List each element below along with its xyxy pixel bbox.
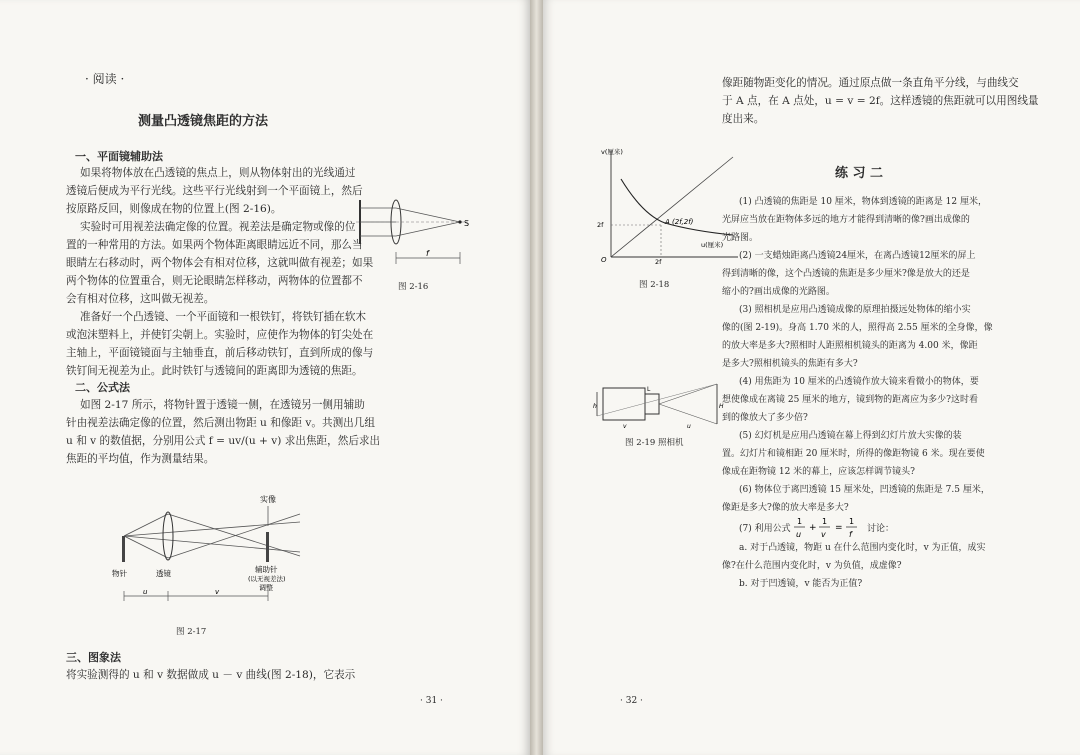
formula-den-u: u (796, 530, 802, 539)
figure-2-17 (110, 492, 320, 610)
figure-2-16-caption: 图 2-16 (398, 282, 429, 292)
paragraph-line: u 和 v 的数值据，分别用公式 f = uv/(u + v) 求出焦距，然后求出 (66, 435, 381, 447)
section-heading-1: 一、平面镜辅助法 (75, 150, 163, 163)
page-number: · 31 · (420, 696, 443, 706)
exercise-line: 是多大?照相机镜头的焦距有多大? (722, 359, 858, 369)
label-object-pin: 物针 (112, 569, 127, 578)
x-tick-2f: 2f (655, 258, 662, 266)
x-axis-label: u(厘米) (701, 241, 724, 249)
paragraph-line: 主轴上，平面镜镜面与主轴垂直，前后移动铁钉，直到所成的像与 (66, 347, 374, 359)
label-u: u (687, 423, 691, 430)
paragraph-line: 针由视差法确定像的位置，然后测出物距 u 和像距 v。共测出几组 (66, 417, 375, 429)
exercise-line: 像距是多大?像的放大率是多大? (722, 503, 849, 513)
formula-num-3: 1 (849, 517, 855, 526)
paragraph-line: 眼睛左右移动时，两个物体会有相对位移，这就叫做有视差；如果 (66, 257, 374, 269)
formula-den-v: v (821, 530, 826, 539)
figure-2-18 (593, 145, 743, 265)
exercise-7-prefix: (7) 利用公式 (739, 524, 791, 534)
exercise-line: a. 对于凸透镜，物距 u 在什么范围内变化时，v 为正值，成实 (739, 543, 986, 553)
label-f: f (426, 249, 429, 258)
paragraph-line: 如果将物体放在凸透镜的焦点上，则从物体射出的光线通过 (80, 167, 356, 179)
figure-2-16 (356, 188, 486, 278)
lens-mirror-diagram (356, 188, 486, 278)
exercise-line: 像?在什么范围内变化时，v 为负值，成虚像? (722, 561, 902, 571)
figure-2-19 (593, 380, 723, 430)
exercise-line: 光屏应当放在距物体多远的地方才能得到清晰的像?画出成像的 (722, 215, 970, 225)
exercise-line: 到的像放大了多少倍? (722, 413, 808, 423)
section-heading-3: 三、图象法 (66, 651, 121, 664)
parallax-diagram (110, 492, 320, 610)
uv-curve-chart (593, 145, 743, 265)
section-heading-2: 二、公式法 (75, 381, 130, 394)
label-v: v (215, 588, 220, 596)
label-u: u (143, 588, 148, 596)
exercise-line: 像的(图 2-19)。身高 1.70 米的人，照得高 2.55 厘米的全身像，像 (722, 323, 993, 333)
label-big-h: H (719, 403, 724, 410)
figure-2-18-caption: 图 2-18 (639, 280, 670, 290)
exercise-line: b. 对于凹透镜，v 能否为正值? (739, 579, 863, 589)
paragraph-line: 实验时可用视差法确定像的位置。视差法是确定物或像的位 (80, 221, 356, 233)
exercise-line: (3) 照相机是应用凸透镜成像的原理拍摄远处物体的缩小实 (739, 305, 971, 315)
formula-den-f: f (849, 530, 852, 539)
paragraph-line: 置的一种常用的方法。如果两个物体距离眼睛远近不同，那么当 (66, 239, 363, 251)
exercise-line: 缩小的?画出成像的光路图。 (722, 287, 835, 297)
y-axis-label: v(厘米) (601, 148, 623, 156)
paragraph-line: 或泡沫塑料上，并使钉尖朝上。实验时，应使作为物体的钉尖处在 (66, 329, 374, 341)
paragraph-line: 铁钉间无视差为止。此时铁钉与透镜间的距离即为透镜的焦距。 (66, 365, 363, 377)
paragraph-line: 将实验测得的 u 和 v 数据做成 u － v 曲线(图 2-18)，它表示 (66, 669, 356, 681)
formula-plus: + (809, 523, 817, 533)
label-l: L (647, 386, 651, 393)
label-adjust: 调整 (259, 584, 273, 592)
formula-num-2: 1 (822, 517, 828, 526)
label-h: h (593, 403, 597, 410)
paragraph-line: 像距随物距变化的情况。通过原点做一条直角平分线，与曲线交 (722, 77, 1019, 89)
formula-num-1: 1 (797, 517, 803, 526)
exercise-line: (5) 幻灯机是应用凸透镜在幕上得到幻灯片放大实像的装 (739, 431, 962, 441)
paragraph-line: 会有相对位移，这叫做无视差。 (66, 293, 215, 305)
exercise-line: 得到清晰的像，这个凸透镜的焦距是多少厘米?像是放大的还是 (722, 269, 970, 279)
exercise-line: 像成在距物镜 12 米的幕上，应该怎样调节镜头? (722, 467, 916, 477)
camera-diagram (593, 380, 723, 430)
page-number: · 32 · (620, 696, 643, 706)
paragraph-line: 于 A 点，在 A 点处，u = v = 2f。这样透镜的焦距就可以用图线量 (722, 95, 1039, 107)
exercise-line: 的放大率是多大?照相时人距照相机镜头的距离为 4.00 米，像距 (722, 341, 978, 351)
exercise-line: 想使像成在离镜 25 厘米的地方，镜到物的距离应为多少?这时看 (722, 395, 979, 405)
figure-2-19-caption: 图 2-19 照相机 (625, 438, 684, 448)
exercise-title: 练 习 二 (835, 166, 884, 181)
paragraph-line: 透镜后便成为平行光线。这些平行光线射到一个平面镜上，然后 (66, 185, 363, 197)
point-a-label: A (2f,2f) (665, 218, 694, 226)
label-aux-pin: 辅助针 (255, 565, 278, 574)
article-title: 测量凸透镜焦距的方法 (138, 114, 269, 129)
paragraph-line: 度出来。 (722, 113, 765, 125)
exercise-line: (1) 凸透镜的焦距是 10 厘米，物体到透镜的距离是 12 厘米， (739, 197, 987, 207)
paragraph-line: 焦距的平均值，作为测量结果。 (66, 453, 215, 465)
label-real-image: 实像 (260, 495, 276, 504)
label-v: v (623, 423, 627, 430)
exercise-7-suffix: 讨论： (867, 524, 895, 534)
book-gutter (530, 0, 543, 755)
paragraph-line: 如图 2-17 所示，将物针置于透镜一侧，在透镜另一侧用辅助 (80, 399, 365, 411)
exercise-line: 置。幻灯片和镜相距 20 厘米时，所得的像距物镜 6 米。现在要使 (722, 449, 985, 459)
formula-eq: = (835, 523, 843, 533)
paragraph-line: 按原路反回，则像成在物的位置上(图 2-16)。 (66, 203, 282, 215)
paragraph-line: 两个物体的位置重合，则无论眼睛怎样移动，两物体的位置都不 (66, 275, 363, 287)
exercise-line: (4) 用焦距为 10 厘米的凸透镜作放大镜来看微小的物体，要 (739, 377, 979, 387)
origin-label: O (601, 256, 607, 264)
paragraph-line: 准备好一个凸透镜、一个平面镜和一根铁钉，将铁钉插在软木 (80, 311, 367, 323)
label-s: S (464, 219, 470, 228)
exercise-line: 光路图。 (722, 233, 759, 243)
label-aux-note: (以无视差法) (248, 575, 286, 583)
figure-2-17-caption: 图 2-17 (176, 627, 207, 637)
right-page (543, 0, 1080, 755)
left-page (0, 0, 530, 755)
section-tag: · 阅读 · (85, 72, 125, 86)
exercise-line: (6) 物体位于离凹透镜 15 厘米处，凹透镜的焦距是 7.5 厘米， (739, 485, 990, 495)
y-tick-2f: 2f (597, 221, 604, 229)
label-lens: 透镜 (156, 569, 171, 578)
exercise-line: (2) 一支蜡烛距离凸透镜24厘米，在离凸透镜12厘米的屏上 (739, 251, 976, 261)
